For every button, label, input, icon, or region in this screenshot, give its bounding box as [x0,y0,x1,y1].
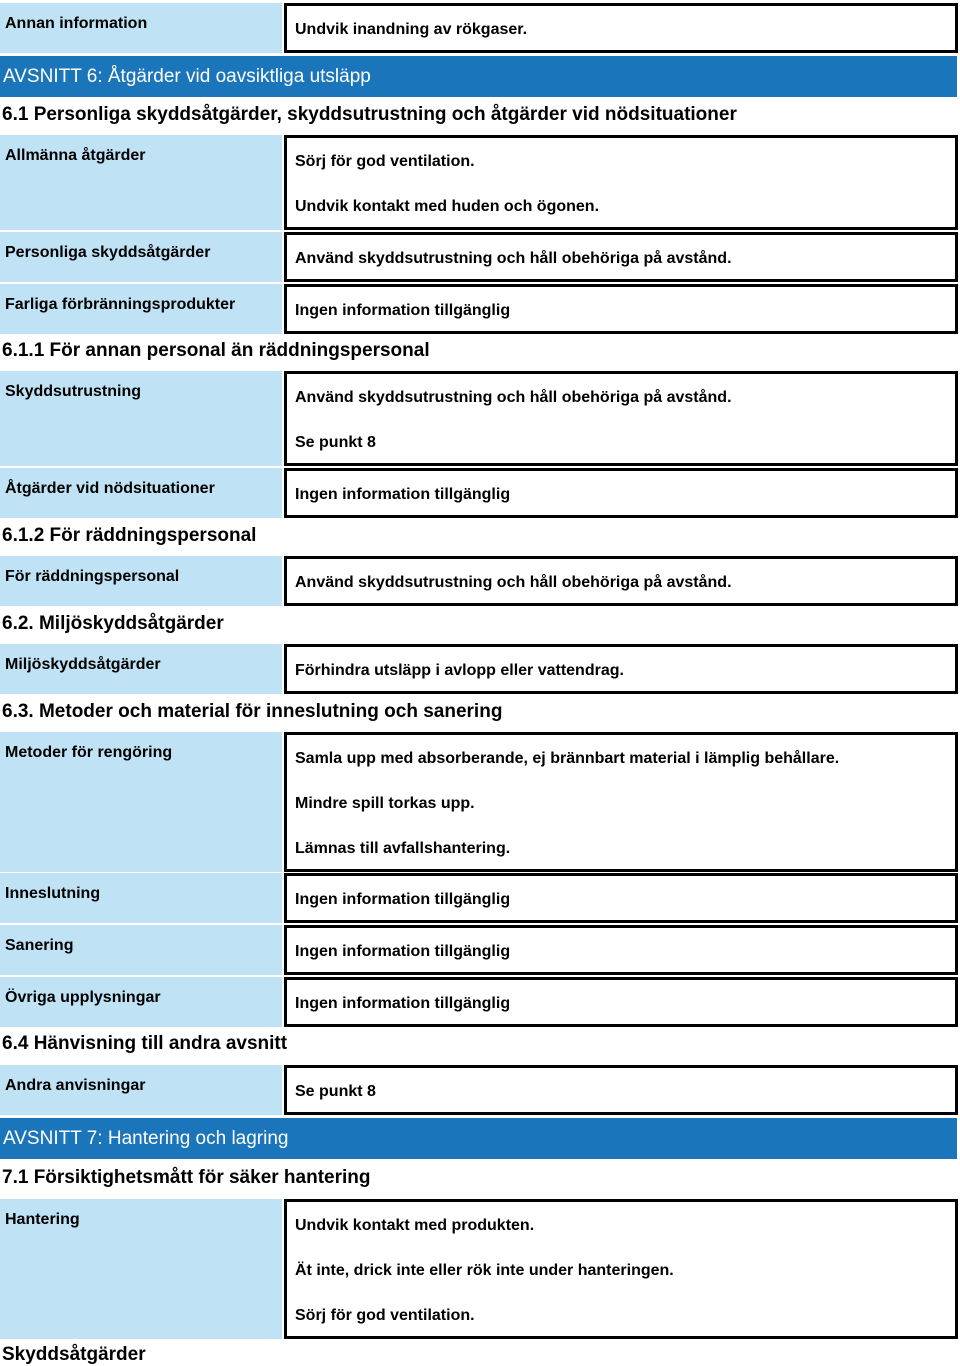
row-allmanna-atgarder [0,135,958,230]
label-atgarder-nodsituationer: Åtgärder vid nödsituationer [0,468,282,518]
value-line: Ät inte, drick inte eller rök inte under hanteringen. [295,1262,674,1279]
label-miljoskyddsatgarder: Miljöskyddsåtgärder [0,644,282,694]
row-miljoskyddsatgarder [0,644,958,694]
label-inneslutning: Inneslutning [0,873,282,923]
value-line: Ingen information tillgänglig [295,486,511,503]
row-farliga-forbranningsprodukter [0,284,958,334]
value-line: Undvik kontakt med produkten. [295,1217,535,1234]
label-annan-information: Annan information [0,3,282,53]
heading-6-4: 6.4 Hänvisning till andra avsnitt [2,1033,288,1054]
value-andra-anvisningar [284,1065,958,1115]
heading-7-1: 7.1 Försiktighetsmått för säker hantering [2,1167,371,1188]
value-skyddsutrustning [284,371,958,466]
row-hantering [0,1199,958,1339]
row-atgarder-nodsituationer [0,468,958,518]
heading-6-1: 6.1 Personliga skyddsåtgärder, skyddsutrustning och åtgärder vid nödsituationer [2,104,737,125]
value-line: Använd skyddsutrustning och håll obehöriga på avstånd. [295,574,732,591]
heading-6-2: 6.2. Miljöskyddsåtgärder [2,613,224,634]
label-for-raddningspersonal: För räddningspersonal [0,556,282,606]
row-inneslutning [0,873,958,923]
row-metoder-rengoring [0,732,958,872]
heading-6-3: 6.3. Metoder och material för inneslutning och sanering [2,701,503,722]
value-line: Ingen information tillgänglig [295,943,511,960]
label-personliga-skyddsatgarder: Personliga skyddsåtgärder [0,232,282,282]
value-line: Ingen information tillgänglig [295,302,511,319]
section-header-6: AVSNITT 6: Åtgärder vid oavsiktliga utsläpp [0,56,957,97]
row-andra-anvisningar [0,1065,958,1115]
value-line: Se punkt 8 [295,1083,376,1100]
heading-6-1-2: 6.1.2 För räddningspersonal [2,525,257,546]
value-line: Samla upp med absorberande, ej brännbart material i lämplig behållare. [295,750,840,767]
value-line: Undvik kontakt med huden och ögonen. [295,198,600,215]
value-line: Förhindra utsläpp i avlopp eller vattendrag. [295,662,624,679]
value-allmanna-atgarder [284,135,958,230]
row-sanering [0,925,958,975]
label-farliga-forbranningsprodukter: Farliga förbränningsprodukter [0,284,282,334]
value-line: Ingen information tillgänglig [295,891,511,908]
value-line: Använd skyddsutrustning och håll obehöriga på avstånd. [295,389,732,406]
value-line: Se punkt 8 [295,434,376,451]
value-hantering [284,1199,958,1339]
row-skyddsutrustning [0,371,958,466]
value-metoder-rengoring [284,732,958,872]
heading-skyddsatgarder: Skyddsåtgärder [2,1344,146,1365]
row-personliga-skyddsatgarder [0,232,958,282]
value-line: Sörj för god ventilation. [295,1307,475,1324]
label-andra-anvisningar: Andra anvisningar [0,1065,282,1115]
value-line: Använd skyddsutrustning och håll obehöriga på avstånd. [295,250,732,267]
value-farliga-forbranningsprodukter [284,284,958,334]
value-line: Ingen information tillgänglig [295,995,511,1012]
label-ovriga-upplysningar: Övriga upplysningar [0,977,282,1027]
value-inneslutning [284,873,958,923]
value-line: Mindre spill torkas upp. [295,795,475,812]
label-allmanna-atgarder: Allmänna åtgärder [0,135,282,230]
value-miljoskyddsatgarder [284,644,958,694]
label-sanering: Sanering [0,925,282,975]
value-annan-information [284,3,958,53]
label-skyddsutrustning: Skyddsutrustning [0,371,282,466]
row-annan-information [0,3,958,53]
value-line: Lämnas till avfallshantering. [295,840,511,857]
value-for-raddningspersonal [284,556,958,606]
section-header-7: AVSNITT 7: Hantering och lagring [0,1118,957,1159]
label-metoder-rengoring: Metoder för rengöring [0,732,282,872]
value-line: Undvik inandning av rökgaser. [295,21,528,38]
value-sanering [284,925,958,975]
row-ovriga-upplysningar [0,977,958,1027]
value-personliga-skyddsatgarder [284,232,958,282]
row-for-raddningspersonal [0,556,958,606]
heading-6-1-1: 6.1.1 För annan personal än räddningspersonal [2,340,430,361]
value-atgarder-nodsituationer [284,468,958,518]
value-ovriga-upplysningar [284,977,958,1027]
label-hantering: Hantering [0,1199,282,1339]
value-line: Sörj för god ventilation. [295,153,475,170]
